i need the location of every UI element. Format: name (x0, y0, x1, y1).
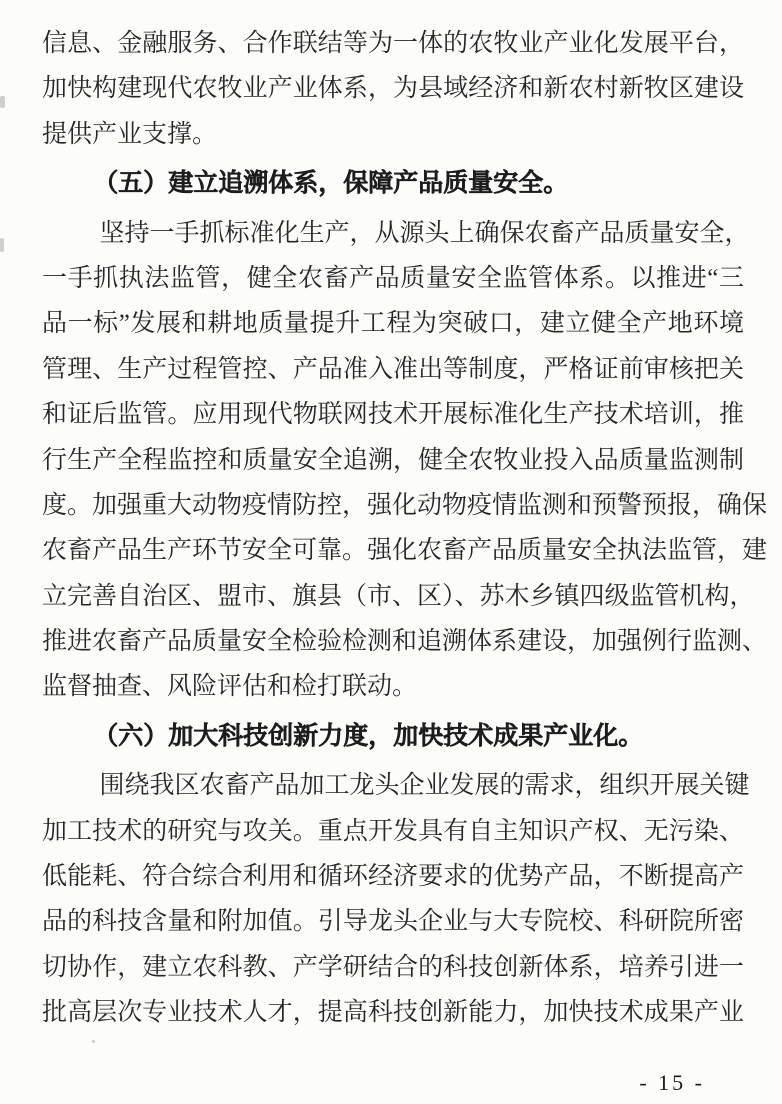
text-line: 坚持一手抓标准化生产，从源头上确保农畜产品质量安全， (99, 219, 750, 247)
scan-edge-artifact (0, 96, 5, 108)
scan-edge-artifact (0, 238, 4, 252)
text-line: 批高层次专业技术人才，提高科技创新能力，加快技术成果产业 (42, 999, 744, 1027)
text-line: 行生产全程监控和质量安全追溯，健全农牧业投入品质量监测制 (42, 446, 744, 474)
text-line: 农畜产品生产环节安全可靠。强化农畜产品质量安全执法监管，建 (42, 537, 768, 565)
text-line: 加工技术的研究与攻关。重点开发具有自主知识产权、无污染、 (42, 817, 744, 845)
document-text (42, 21, 768, 1036)
text-line: 品一标”发展和耕地质量提升工程为突破口，建立健全产地环境 (42, 310, 744, 338)
text-line: 监督抽查、风险评估和检打联动。 (42, 673, 418, 701)
text-line: 信息、金融服务、合作联结等为一体的农牧业产业化发展平台， (42, 30, 744, 57)
scan-speck-artifact (92, 1040, 95, 1043)
text-line: 和证后监管。应用现代物联网技术开展标准化生产技术培训，推 (42, 401, 744, 429)
text-line: 管理、生产过程管控、产品准入准出等制度，严格证前审核把关 (42, 355, 744, 383)
text-line: 立完善自治区、盟市、旗县（市、区）、苏木乡镇四级监管机构， (42, 582, 755, 610)
text-line: 低能耗、符合综合利用和循环经济要求的优势产品，不断提高产 (42, 863, 744, 891)
text-line: 推进农畜产品质量安全检验检测和追溯体系建设，加强例行监测、 (42, 628, 768, 656)
text-line: 一手抓执法监管，健全农畜产品质量安全监管体系。以推进“三 (42, 264, 744, 292)
section-heading: （六）加大科技创新力度，加快技术成果产业化。 (93, 722, 644, 750)
text-line: 切协作，建立农科教、产学研结合的科技创新体系，培养引进一 (42, 953, 744, 981)
text-line: 围绕我区农畜产品加工龙头企业发展的需求，组织开展关键 (99, 772, 750, 800)
page-number: - 15 - (639, 1070, 705, 1095)
text-line: 度。加强重大动物疫情防控，强化动物疫情监测和预警预报，确保 (42, 491, 768, 519)
section-heading: （五）建立追溯体系，保障产品质量安全。 (93, 170, 569, 198)
text-line: 品的科技含量和附加值。引导龙头企业与大专院校、科研院所密 (42, 908, 744, 936)
text-line: 提供产业支撑。 (42, 120, 218, 148)
text-line: 加快构建现代农牧业产业体系，为县域经济和新农村新牧区建设 (42, 75, 744, 103)
